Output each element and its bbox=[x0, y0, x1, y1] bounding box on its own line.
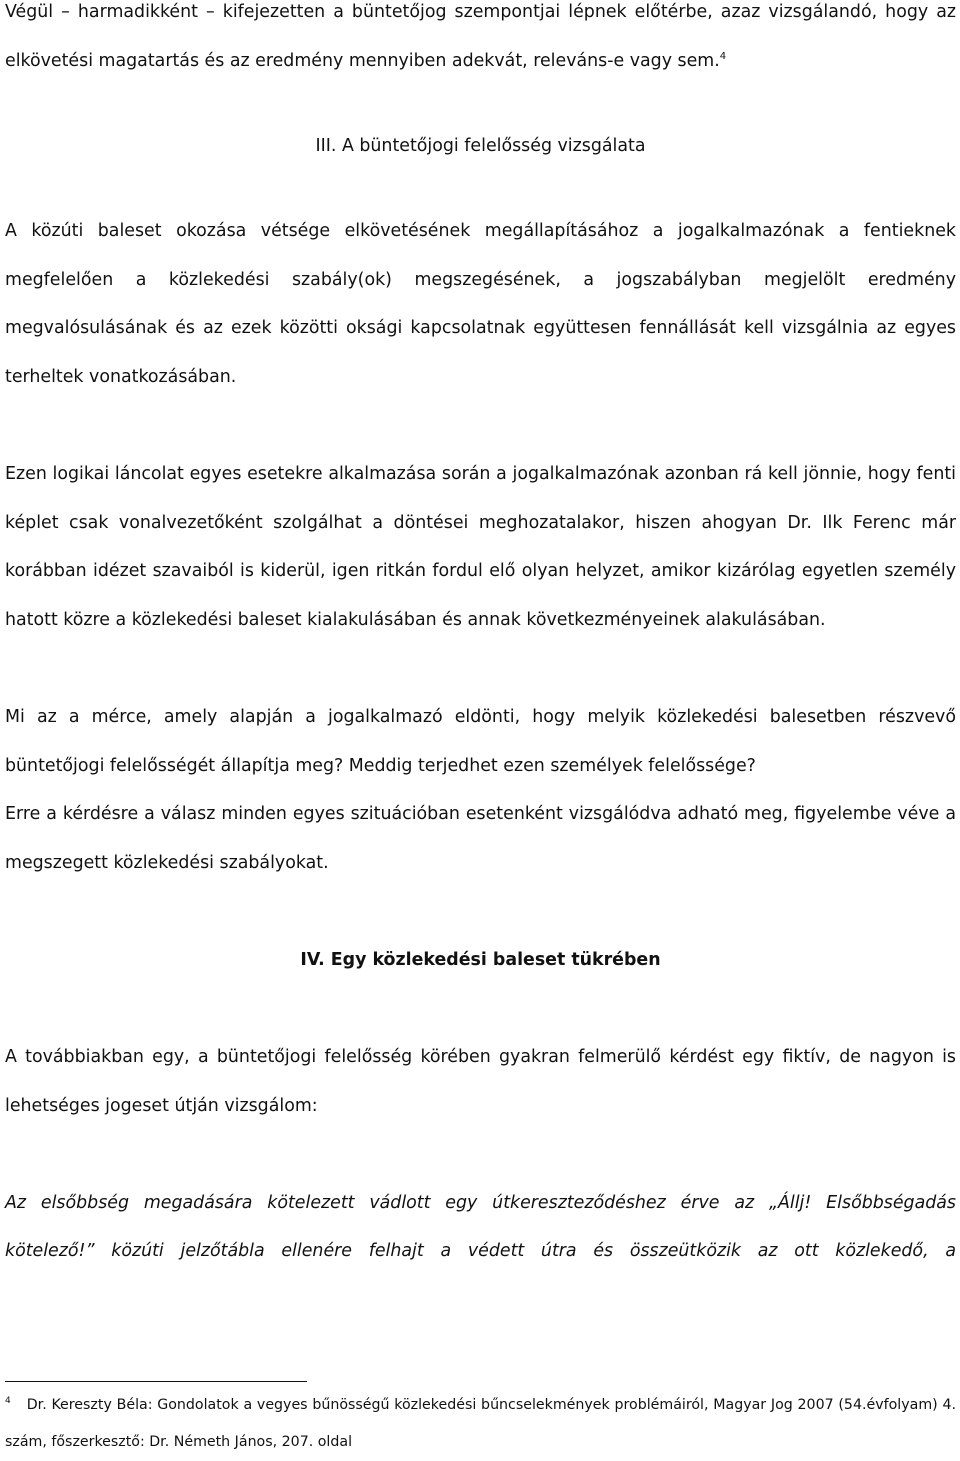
footnote-separator bbox=[5, 1381, 307, 1382]
intro-paragraph bbox=[5, 0, 956, 85]
section-4-paragraph-1: A továbbiakban egy, a büntetőjogi felelősség körében gyakran felmerülő kérdést egy fiktív, de nagyon is lehetséges jogeset útján vizsgálom: bbox=[5, 1047, 956, 1116]
section-4-heading: IV. Egy közlekedési baleset tükrében bbox=[300, 949, 661, 970]
document-page bbox=[5, 0, 956, 1276]
intro-paragraph-text: Végül – harmadikként – kifejezetten a büntetőjog szempontjai lépnek előtérbe, azaz vizsgálandó, hogy az elkövetési magatartás és az eredmény mennyiben adekvát, releváns-e vagy sem. bbox=[5, 2, 956, 71]
footnote-reference: 4 bbox=[719, 50, 727, 62]
section-3-paragraph-3: Mi az a mérce, amely alapján a jogalkalmazó eldönti, hogy melyik közlekedési balesetben részvevő büntetőjogi felelősségét állapítja meg? Meddig terjedhet ezen személyek felelőssége? bbox=[5, 706, 956, 776]
section-3-paragraph-1: A közúti baleset okozása vétsége elkövetésének megállapításához a jogalkalmazónak a fentieknek megfelelően a közlekedési szabály(ok) megszegésének, a jogszabályban megjelölt eredmény megvalósulásának és az ezek közötti oksági kapcsolatnak együttesen fennállását kell vizsgálnia az egyes terheltek vonatkozásában. bbox=[5, 220, 956, 387]
section-3-heading: III. A büntetőjogi felelősség vizsgálata bbox=[315, 135, 646, 156]
section-4-case-description: Az elsőbbség megadására kötelezett vádlott egy útkereszteződéshez érve az „Állj! Elsőbbségadás kötelező!” közúti jelzőtábla ellenére felhajt a védett útra és összeütközik az ott közlekedő, a bbox=[5, 1192, 956, 1262]
footnote bbox=[5, 1387, 956, 1461]
section-3-paragraph-2: Ezen logikai láncolat egyes esetekre alkalmazása során a jogalkalmazónak azonban rá kell jönnie, hogy fenti képlet csak vonalvezetőként szolgálhat a döntései meghozatalakor, hiszen ahogyan Dr. Ilk Ferenc már korábban idézet szavaiból is kiderül, igen ritkán fordul elő olyan helyzet, amikor kizárólag egyetlen személy hatott közre a közlekedési baleset kialakulásában és annak következményeinek alakulásában. bbox=[5, 463, 956, 630]
section-3-paragraph-4: Erre a kérdésre a válasz minden egyes szituációban esetenként vizsgálódva adható meg, figyelembe véve a megszegett közlekedési szabályokat. bbox=[5, 804, 956, 873]
footnote-text: Dr. Kereszty Béla: Gondolatok a vegyes bűnösségű közlekedési bűncselekmények problémáiról, Magyar Jog 2007 (54.évfolyam) 4. szám, főszerkesztő: Dr. Németh János, 207. oldal bbox=[5, 1397, 956, 1450]
footnote-number: 4 bbox=[5, 1396, 11, 1407]
